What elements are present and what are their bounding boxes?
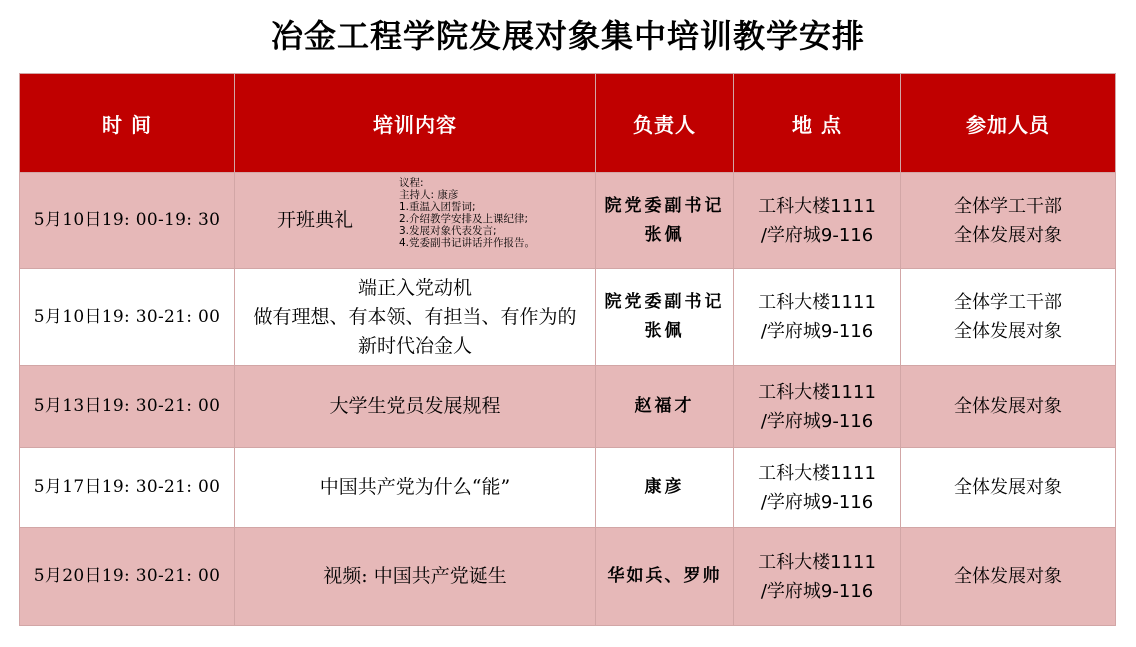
- place-line: 工科大楼1111: [758, 381, 876, 403]
- place-line: /学府城9-116: [760, 224, 874, 246]
- person-cell: [596, 269, 734, 366]
- agenda-item: 4.党委副书记讲话并作报告。: [399, 237, 536, 249]
- table-header-row: [20, 74, 1116, 173]
- content-cell: 大学生党员发展规程: [235, 366, 596, 448]
- person-cell: 华如兵、罗帅: [596, 528, 734, 626]
- place-line: 工科大楼1111: [758, 292, 876, 313]
- place-line: /学府城9-116: [760, 321, 874, 342]
- place-line: /学府城9-116: [760, 410, 874, 432]
- table-row: [20, 173, 1116, 269]
- place-line: /学府城9-116: [760, 491, 874, 513]
- content-line: 做有理想、有本领、有担当、有作为的: [253, 305, 577, 328]
- table-row: [20, 366, 1116, 448]
- attendee-line: 全体发展对象: [954, 321, 1062, 342]
- content-cell: 中国共产党为什么“能”: [235, 448, 596, 528]
- attendee-line: 全体学工干部: [954, 195, 1062, 217]
- content-line: 端正入党动机: [357, 276, 472, 299]
- time-cell: 5月10日19: 00-19: 30: [20, 173, 235, 269]
- time-cell: 5月17日19: 30-21: 00: [20, 448, 235, 528]
- attendees-cell: 全体发展对象: [901, 528, 1116, 626]
- place-cell: [734, 528, 901, 626]
- attendees-cell: [901, 173, 1116, 269]
- place-cell: [734, 448, 901, 528]
- header-attendees: 参加人员: [901, 74, 1116, 173]
- agenda-item: 2.介绍教学安排及上课纪律;: [399, 213, 529, 225]
- table-row: [20, 448, 1116, 528]
- agenda-item: 主持人: 康彦: [399, 189, 459, 201]
- place-line: 工科大楼1111: [758, 551, 876, 573]
- person-title: 院党委副书记: [604, 292, 725, 312]
- attendee-line: 全体学工干部: [954, 292, 1062, 313]
- place-line: /学府城9-116: [760, 580, 874, 602]
- content-line: 新时代冶金人: [357, 334, 472, 357]
- place-cell: [734, 366, 901, 448]
- attendees-cell: 全体发展对象: [901, 448, 1116, 528]
- person-cell: 赵福才: [596, 366, 734, 448]
- table-row: [20, 269, 1116, 366]
- content-cell: [235, 173, 596, 269]
- person-title: 院党委副书记: [604, 195, 725, 216]
- schedule-table: [19, 73, 1116, 626]
- time-cell: 5月10日19: 30-21: 00: [20, 269, 235, 366]
- place-line: 工科大楼1111: [758, 462, 876, 484]
- agenda-item: 3.发展对象代表发言;: [399, 225, 497, 237]
- agenda-item: 议程:: [399, 177, 424, 189]
- content-cell: [235, 269, 596, 366]
- content-cell: 视频: 中国共产党诞生: [235, 528, 596, 626]
- person-name: 张佩: [644, 224, 685, 245]
- agenda-item: 1.重温入团誓词;: [399, 201, 476, 213]
- time-cell: 5月13日19: 30-21: 00: [20, 366, 235, 448]
- person-cell: [596, 173, 734, 269]
- person-name: 张佩: [644, 321, 685, 341]
- content-title: 开班典礼: [276, 209, 353, 231]
- header-place: 地 点: [734, 74, 901, 173]
- table-row: [20, 528, 1116, 626]
- header-person: 负责人: [596, 74, 734, 173]
- attendee-line: 全体发展对象: [954, 224, 1062, 246]
- agenda-list: [395, 173, 595, 268]
- place-cell: [734, 269, 901, 366]
- place-cell: [734, 173, 901, 269]
- header-content: 培训内容: [235, 74, 596, 173]
- person-cell: 康彦: [596, 448, 734, 528]
- page-title: 冶金工程学院发展对象集中培训教学安排: [270, 17, 865, 55]
- attendees-cell: [901, 269, 1116, 366]
- header-time: 时 间: [20, 74, 235, 173]
- time-cell: 5月20日19: 30-21: 00: [20, 528, 235, 626]
- attendees-cell: 全体发展对象: [901, 366, 1116, 448]
- place-line: 工科大楼1111: [758, 195, 876, 217]
